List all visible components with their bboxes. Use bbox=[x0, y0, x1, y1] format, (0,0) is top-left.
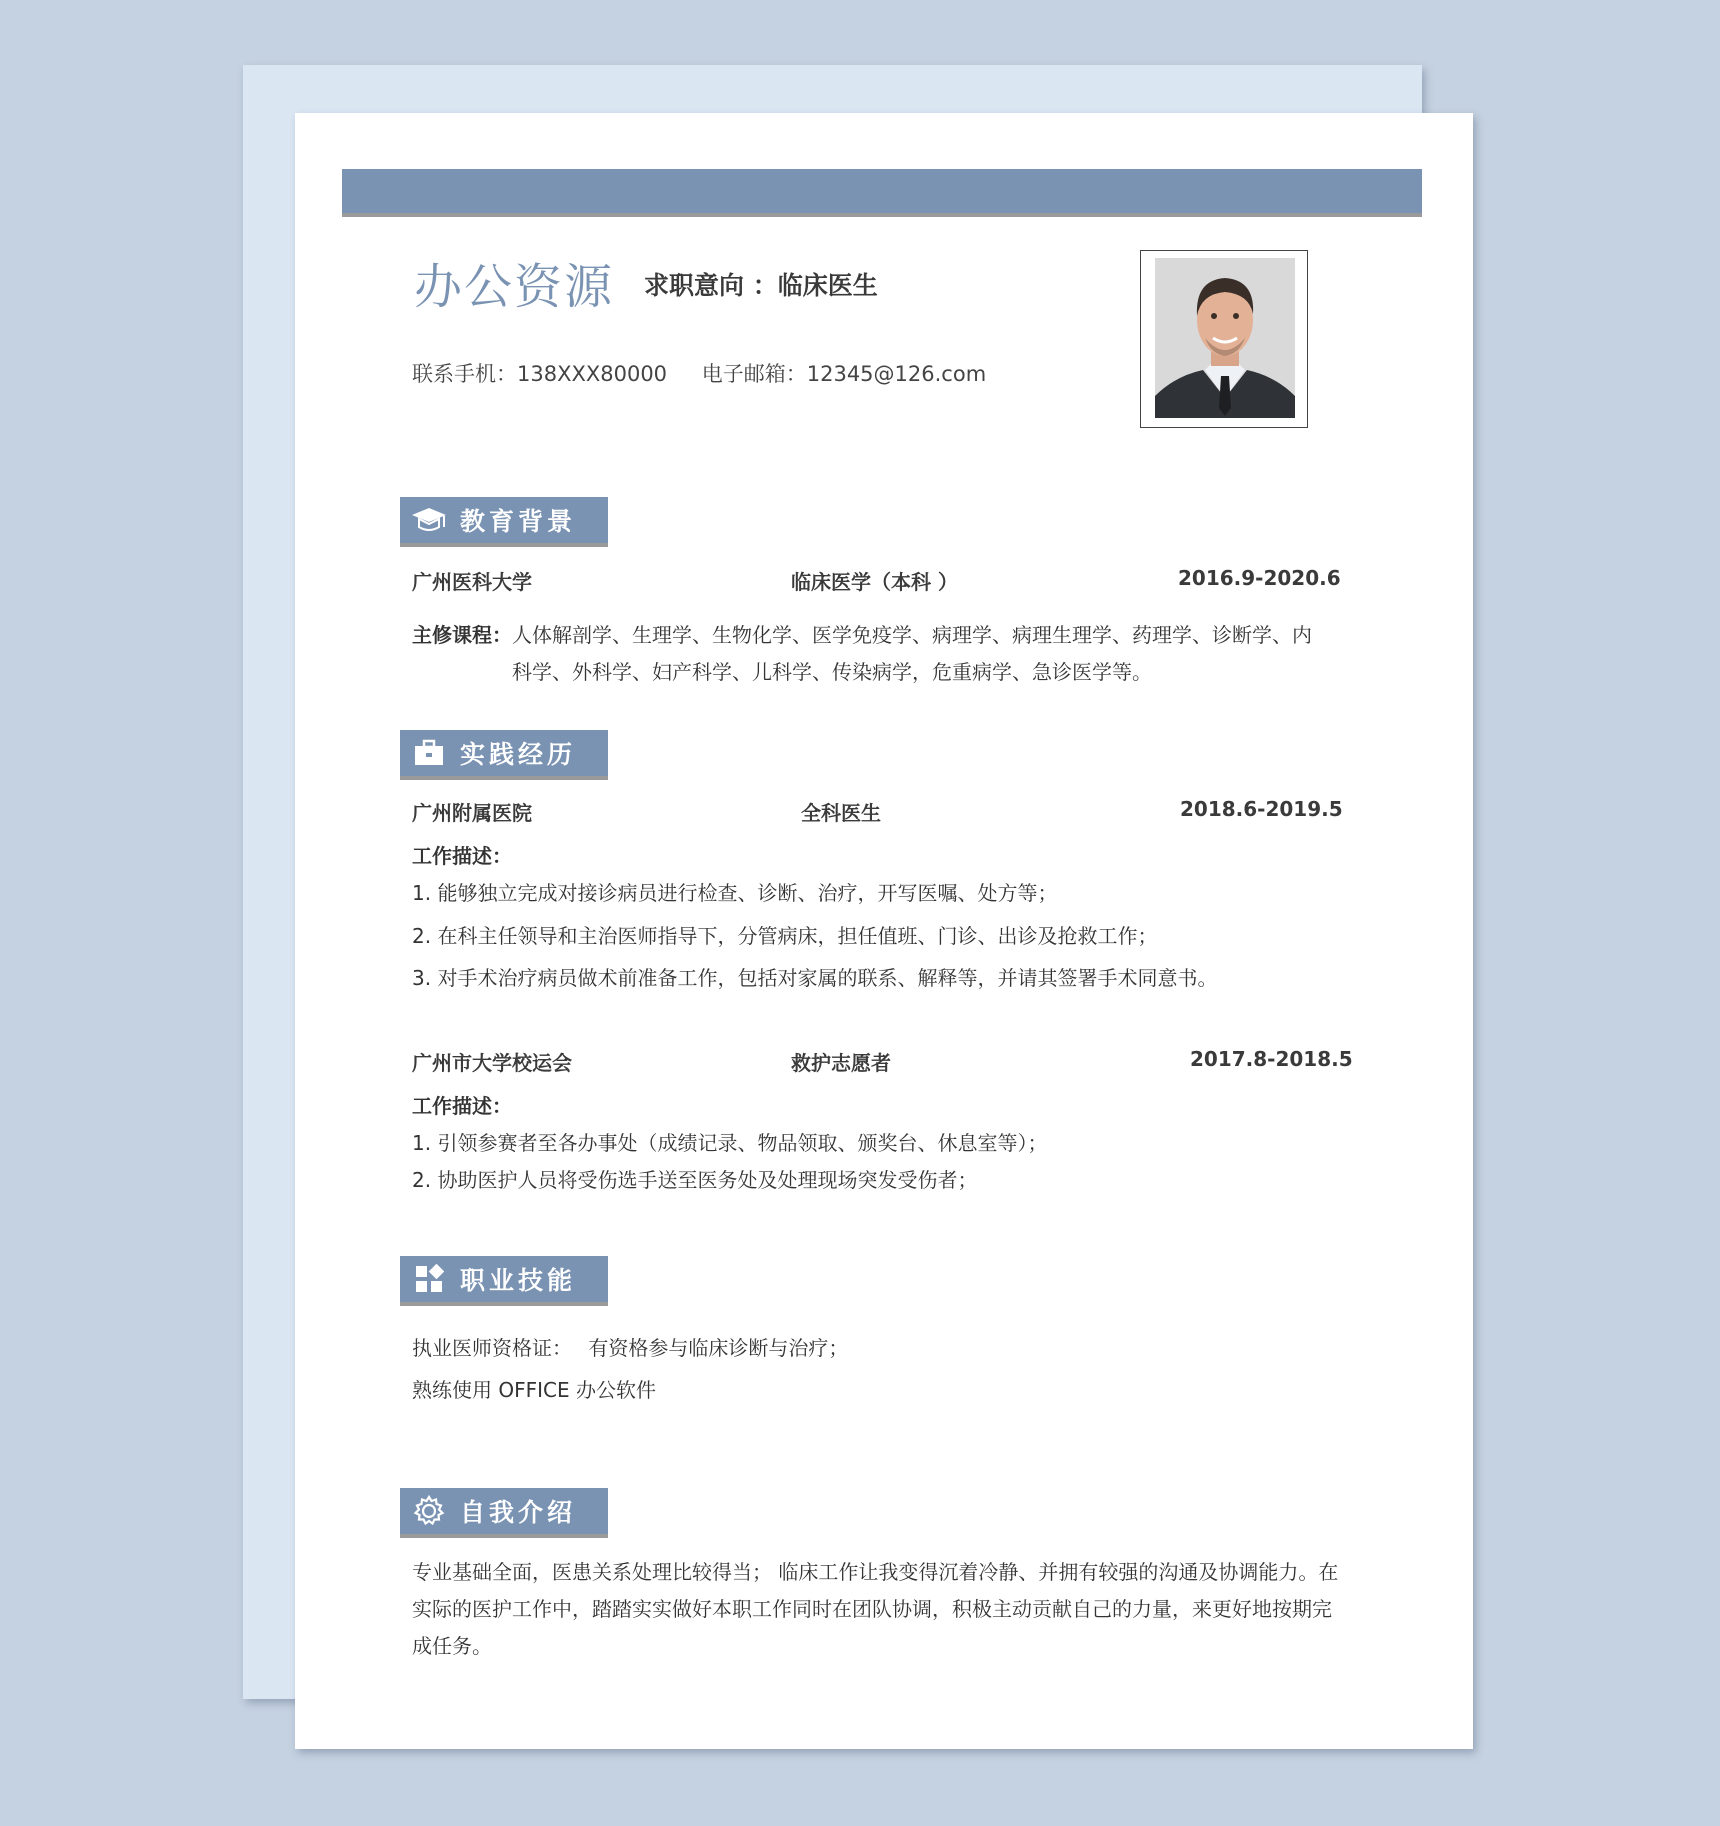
org-name: 广州附属医院 bbox=[412, 801, 532, 825]
job-intent bbox=[644, 266, 878, 302]
section-education bbox=[400, 497, 608, 543]
section-skills bbox=[400, 1256, 608, 1302]
intro-paragraph bbox=[412, 1554, 1342, 1665]
role: 全科医生 bbox=[801, 801, 881, 825]
work-desc-item: 1. 引领参赛者至各办事处（成绩记录、物品领取、颁奖台、休息室等）； bbox=[412, 1131, 1048, 1155]
intro-line: 实际的医护工作中，踏踏实实做好本职工作同时在团队协调，积极主动贡献自己的力量，来更好地按期完 bbox=[412, 1597, 1332, 1621]
school-name: 广州医科大学 bbox=[412, 570, 532, 594]
section-practice bbox=[400, 730, 608, 776]
edu-period: 2016.9-2020.6 bbox=[1178, 566, 1341, 590]
blocks-icon bbox=[408, 1261, 450, 1297]
education-row bbox=[412, 566, 1341, 594]
skill-label: 执业医师资格证： bbox=[412, 1336, 572, 1360]
courses-line: 人体解剖学、生理学、生物化学、医学免疫学、病理学、病理生理学、药理学、诊断学、内 bbox=[512, 623, 1312, 647]
org-name: 广州市大学校运会 bbox=[412, 1051, 572, 1075]
avatar bbox=[1155, 258, 1295, 418]
section-title: 教育背景 bbox=[460, 507, 577, 536]
skill-value: 有资格参与临床诊断与治疗； bbox=[588, 1336, 849, 1360]
section-title: 自我介绍 bbox=[460, 1498, 577, 1527]
work-desc-label: 工作描述： bbox=[412, 1094, 512, 1118]
job-intent-value: 临床医生 bbox=[777, 271, 878, 300]
skill-line bbox=[412, 1332, 848, 1361]
experience-row bbox=[412, 797, 1343, 825]
briefcase-icon bbox=[408, 735, 450, 771]
skill-line: 熟练使用 OFFICE 办公软件 bbox=[412, 1378, 656, 1402]
role: 救护志愿者 bbox=[791, 1051, 891, 1075]
email-value: 12345@126.com bbox=[806, 362, 987, 386]
intro-line: 成任务。 bbox=[412, 1634, 492, 1658]
job-intent-label: 求职意向 bbox=[644, 271, 745, 300]
work-desc-item: 2. 协助医护人员将受伤选手送至医务处及处理现场突发受伤者； bbox=[412, 1168, 978, 1192]
section-title: 职业技能 bbox=[460, 1266, 577, 1295]
candidate-name: 办公资源 bbox=[414, 259, 615, 315]
courses-line: 科学、外科学、妇产科学、儿科学、传染病学，危重病学、急诊医学等。 bbox=[512, 660, 1152, 684]
contact-info bbox=[412, 358, 986, 388]
phone-value: 138XXX80000 bbox=[517, 362, 668, 386]
work-desc-item: 1. 能够独立完成对接诊病员进行检查、诊断、治疗，开写医嘱、处方等； bbox=[412, 881, 1058, 905]
work-desc-label: 工作描述： bbox=[412, 844, 512, 868]
work-desc-item: 2. 在科主任领导和主治医师指导下，分管病床，担任值班、门诊、出诊及抢救工作； bbox=[412, 924, 1158, 948]
courses-label: 主修课程： bbox=[412, 623, 512, 647]
section-intro bbox=[400, 1488, 608, 1534]
header-bar bbox=[342, 169, 1422, 213]
exp-period: 2018.6-2019.5 bbox=[1180, 797, 1343, 821]
experience-row bbox=[412, 1047, 1353, 1075]
work-desc-item: 3. 对手术治疗病员做术前准备工作，包括对家属的联系、解释等，并请其签署手术同意书。 bbox=[412, 966, 1218, 990]
phone-label: 联系手机： bbox=[412, 362, 517, 386]
gear-icon bbox=[408, 1493, 450, 1529]
section-title: 实践经历 bbox=[460, 740, 577, 769]
exp-period: 2017.8-2018.5 bbox=[1190, 1047, 1353, 1071]
major: 临床医学（本科 ） bbox=[791, 570, 958, 594]
email-label: 电子邮箱： bbox=[701, 362, 807, 386]
job-intent-sep: ： bbox=[752, 271, 778, 300]
photo-frame bbox=[1140, 250, 1308, 428]
graduation-cap-icon bbox=[408, 502, 450, 538]
intro-line: 专业基础全面，医患关系处理比较得当； 临床工作让我变得沉着冷静、并拥有较强的沟通及协调能力。在 bbox=[412, 1560, 1339, 1584]
